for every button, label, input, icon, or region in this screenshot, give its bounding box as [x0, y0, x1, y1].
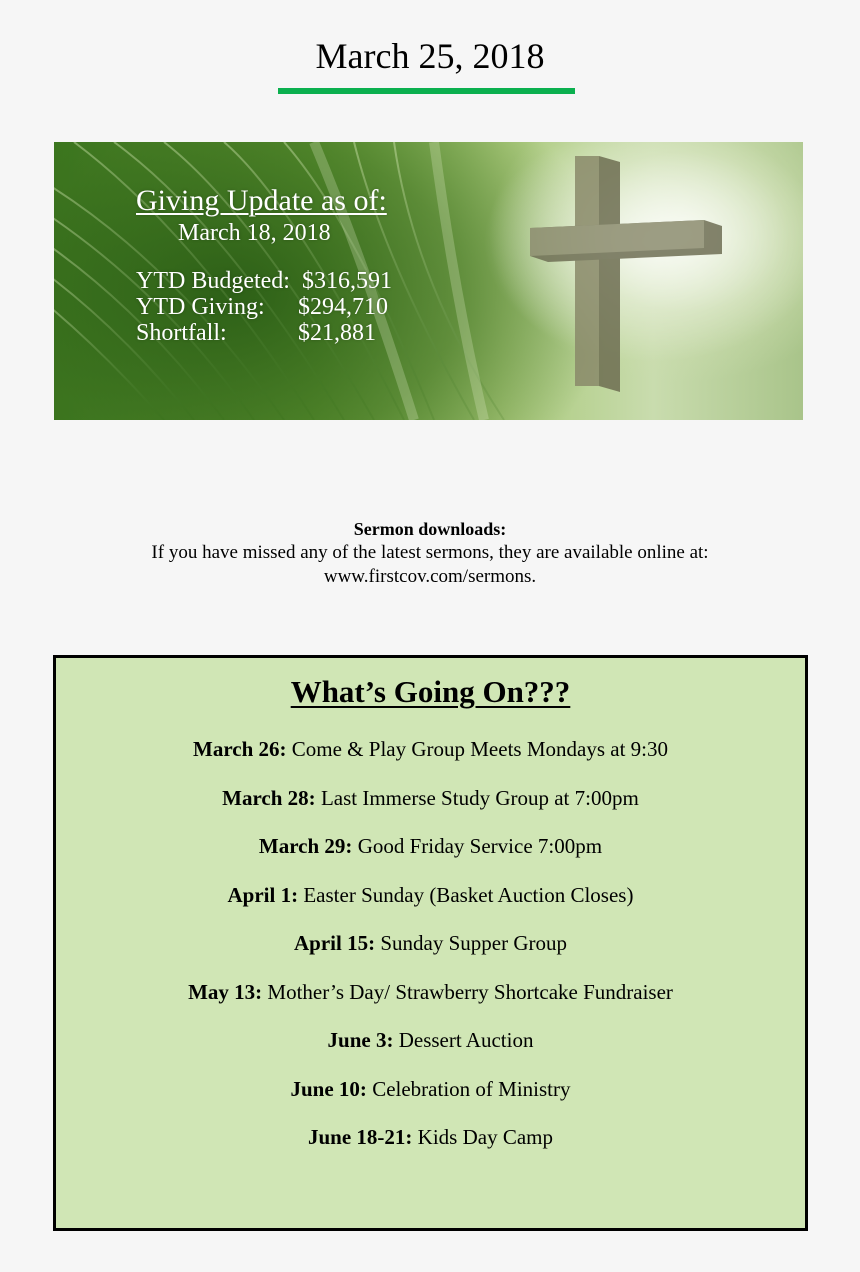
event-description: Celebration of Ministry [366, 1076, 571, 1101]
giving-figures [136, 268, 456, 346]
event-item [56, 736, 805, 785]
giving-row-value: $294,710 [298, 294, 388, 320]
event-item [56, 930, 805, 979]
giving-as-of-date: March 18, 2018 [178, 220, 331, 246]
giving-row-value: $316,591 [302, 268, 392, 294]
event-description: Easter Sunday (Basket Auction Closes) [298, 882, 634, 907]
event-date: June 10: [290, 1076, 367, 1101]
giving-row-shortfall [136, 320, 456, 346]
event-description: Dessert Auction [393, 1028, 534, 1052]
event-item [56, 1124, 805, 1173]
giving-update-text [136, 184, 456, 346]
giving-update-banner [54, 142, 803, 420]
giving-row-label: YTD Giving: [136, 294, 265, 320]
event-date: April 1: [227, 882, 299, 907]
sermon-downloads-section [0, 517, 860, 589]
giving-row-label: Shortfall: [136, 320, 227, 346]
event-description: Last Immerse Study Group at 7:00pm [315, 785, 639, 810]
event-description: Sunday Supper Group [375, 931, 567, 955]
sermons-description: If you have missed any of the latest sermons, they are available online at: [151, 542, 709, 563]
event-item [56, 1076, 805, 1125]
event-item [56, 785, 805, 834]
giving-row-label: YTD Budgeted: [136, 268, 296, 294]
page-date-title: March 25, 2018 [315, 36, 545, 76]
event-description: Mother’s Day/ Strawberry Shortcake Fundraiser [262, 979, 673, 1004]
events-box [53, 655, 808, 1231]
event-date: June 18-21: [308, 1125, 413, 1149]
giving-row-budgeted [136, 268, 456, 294]
sermons-url-link[interactable]: www.firstcov.com/sermons. [323, 566, 537, 587]
event-item [56, 979, 805, 1028]
events-list [56, 736, 805, 1173]
giving-row-value: $21,881 [298, 320, 376, 346]
title-underline-rule [278, 88, 575, 94]
event-date: June 3: [327, 1028, 394, 1052]
event-item [56, 833, 805, 882]
event-date: March 29: [258, 834, 353, 858]
event-description: Kids Day Camp [412, 1125, 553, 1149]
event-item [56, 1027, 805, 1076]
event-date: May 13: [188, 979, 263, 1004]
event-date: March 26: [193, 737, 287, 761]
sermons-heading: Sermon downloads: [353, 519, 507, 539]
giving-heading: Giving Update as of: [136, 184, 387, 217]
event-item [56, 882, 805, 931]
event-description: Come & Play Group Meets Mondays at 9:30 [286, 737, 668, 761]
event-date: April 15: [294, 931, 376, 955]
events-title: What’s Going On??? [290, 674, 571, 709]
giving-row-giving [136, 294, 456, 320]
event-date: March 28: [222, 785, 316, 810]
event-description: Good Friday Service 7:00pm [352, 834, 603, 858]
